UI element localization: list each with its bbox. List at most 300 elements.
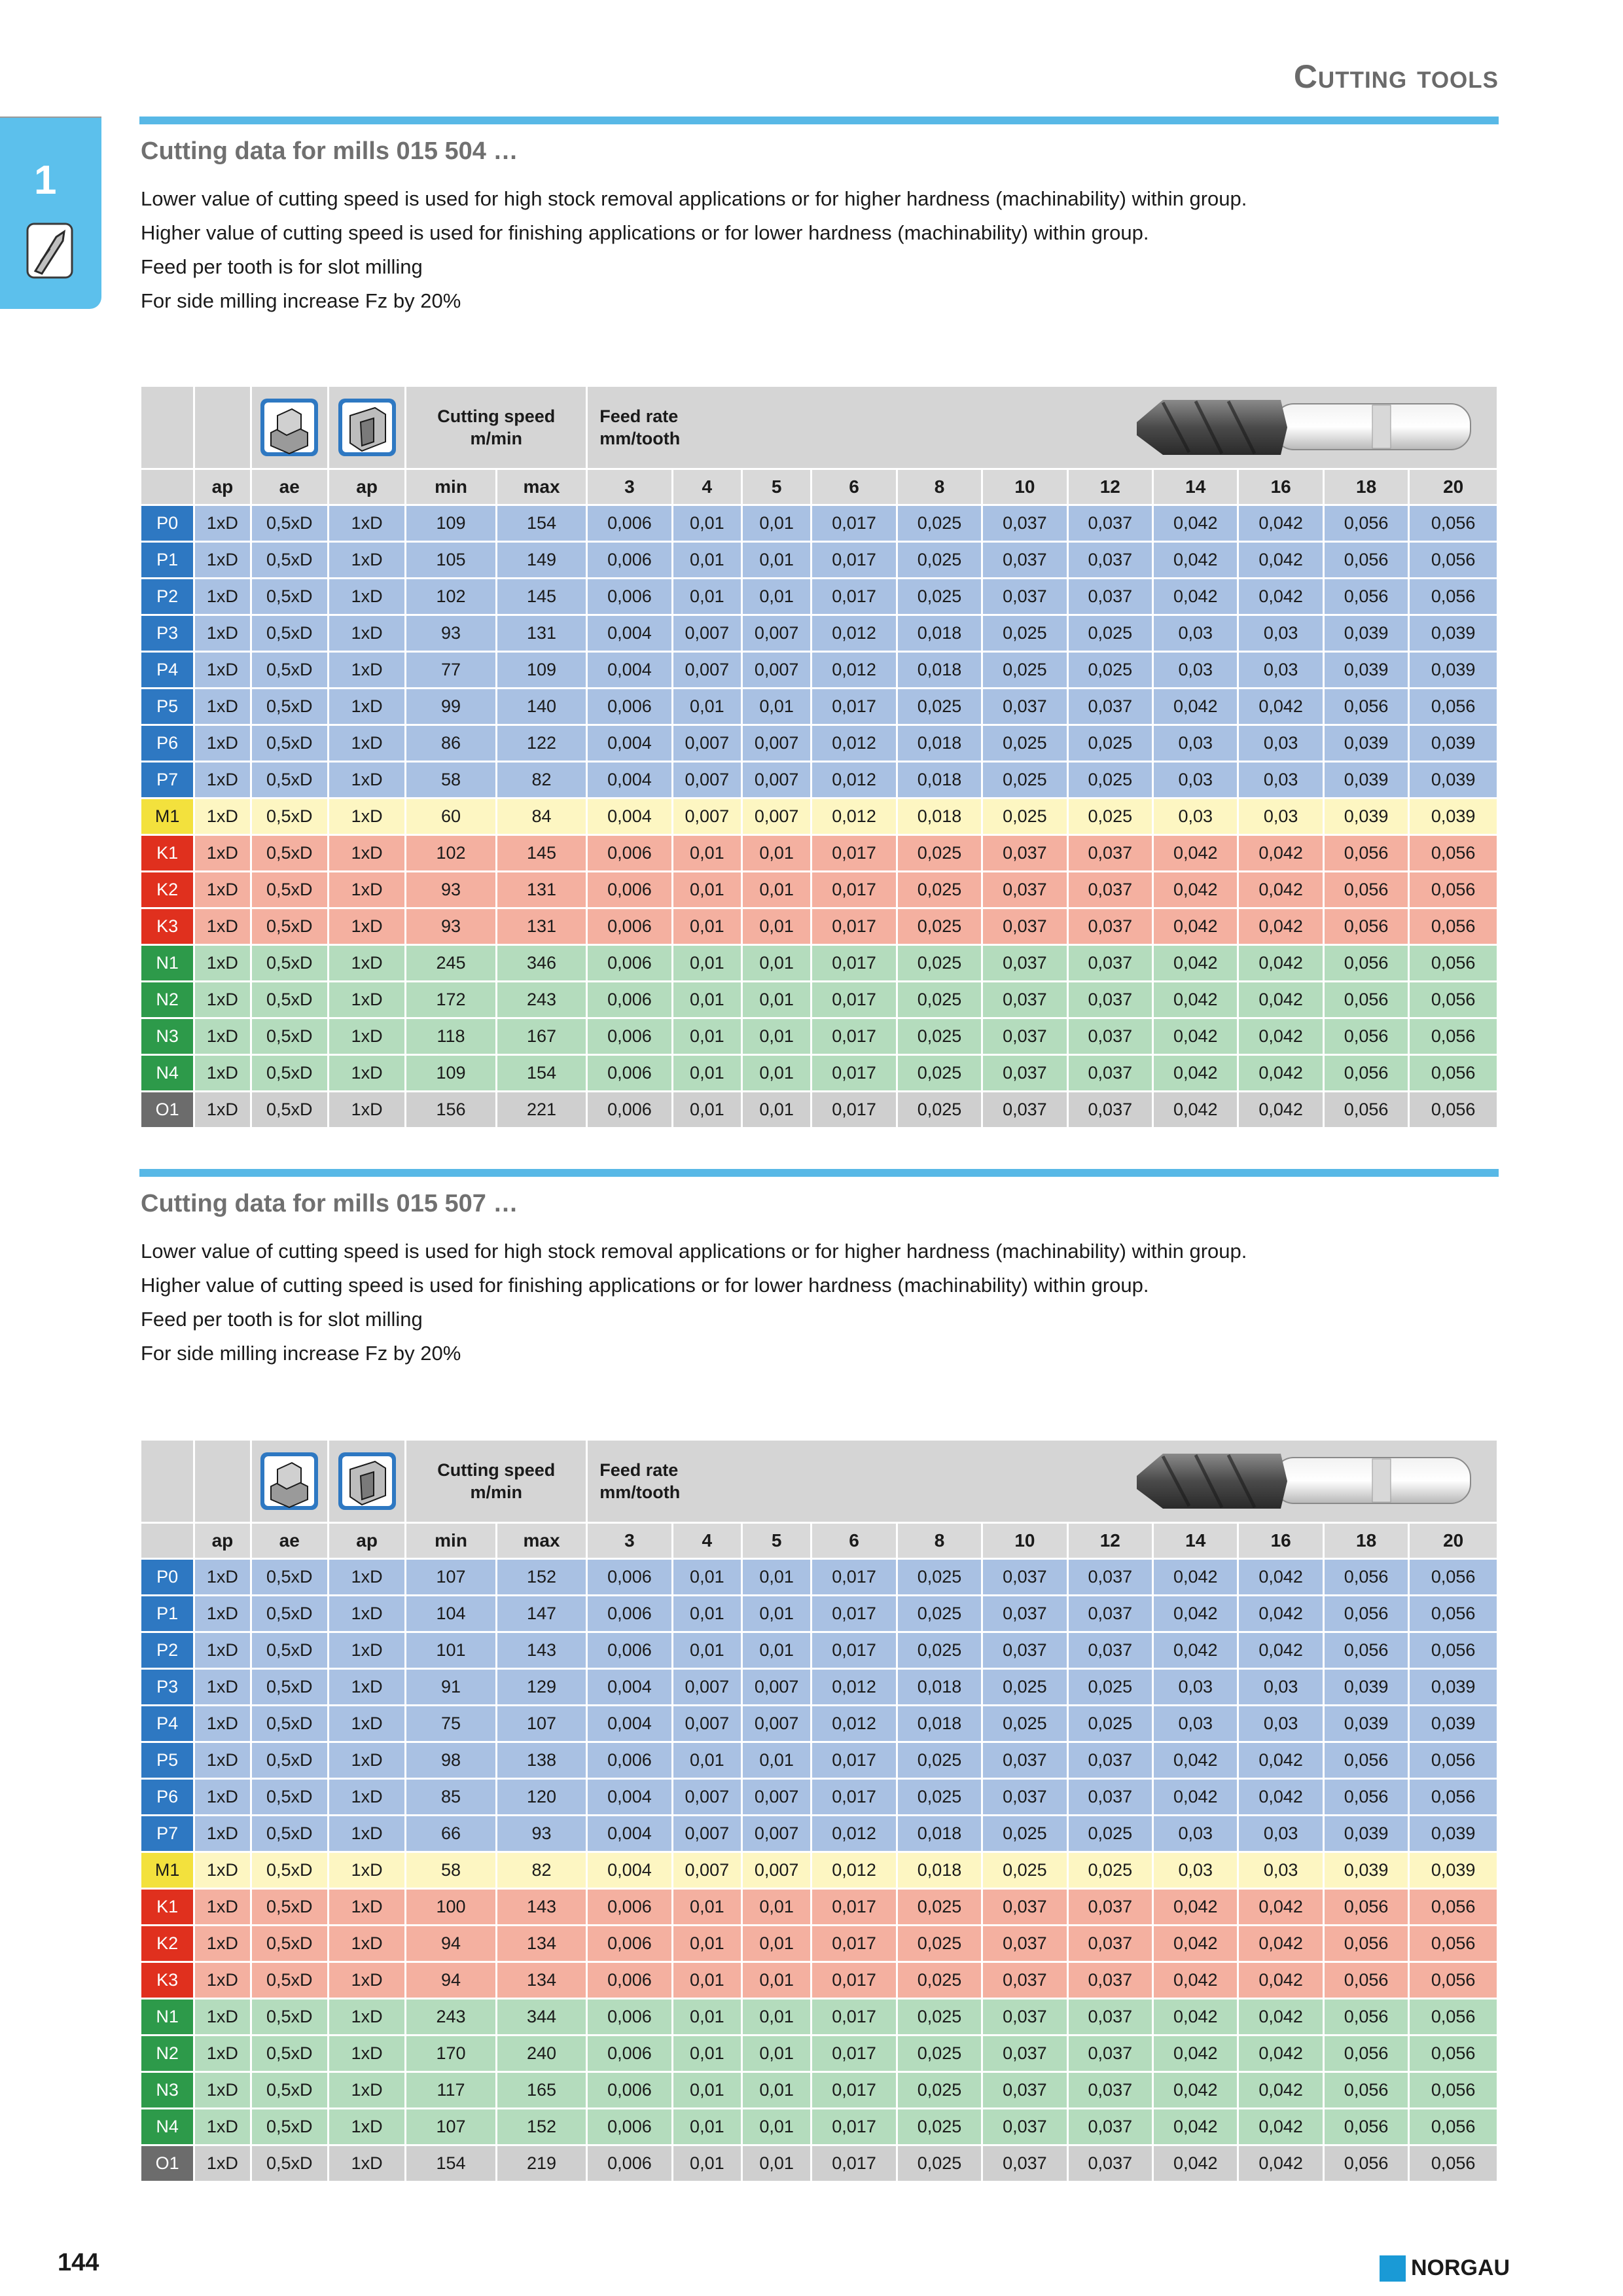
table-cell: 0,056: [1323, 2072, 1408, 2109]
table-cell: 0,017: [812, 1559, 897, 1596]
table-cell: 0,03: [1153, 615, 1238, 652]
table-row: [141, 1816, 1498, 1852]
table-cell: 0,5xD: [251, 579, 328, 615]
table-cell: 0,01: [672, 1926, 741, 1962]
material-group-cell: P2: [141, 579, 194, 615]
table-cell: 0,042: [1153, 1055, 1238, 1092]
material-group-cell: P0: [141, 505, 194, 542]
chapter-tab[interactable]: [0, 118, 101, 309]
table-cell: 0,01: [742, 2109, 812, 2145]
feed-rate-unit: mm/tooth: [599, 1482, 681, 1502]
table-cell: 93: [406, 872, 496, 908]
table-cell: 91: [406, 1669, 496, 1706]
table-cell: 0,056: [1323, 982, 1408, 1018]
column-header: 16: [1238, 1523, 1323, 1559]
table-cell: 154: [406, 2145, 496, 2182]
table-cell: 0,01: [672, 1999, 741, 2036]
table-cell: 0,056: [1323, 1742, 1408, 1779]
table-cell: 0,042: [1153, 945, 1238, 982]
table-cell: 0,01: [742, 2036, 812, 2072]
top-rule: [139, 117, 1499, 124]
table-cell: 1xD: [328, 505, 405, 542]
table-row: [141, 1962, 1498, 1999]
table-cell: 0,017: [812, 1018, 897, 1055]
table-cell: 0,037: [982, 1962, 1067, 1999]
table-cell: 0,037: [1067, 1559, 1152, 1596]
table-row: [141, 835, 1498, 872]
table-cell: 0,01: [672, 1596, 741, 1632]
table-cell: 0,037: [1067, 2036, 1152, 2072]
table-cell: 167: [496, 1018, 586, 1055]
table-cell: 0,042: [1153, 1962, 1238, 1999]
note-line: Feed per tooth is for slot milling: [141, 1308, 423, 1331]
table-cell: 0,037: [982, 1055, 1067, 1092]
table-cell: 1xD: [194, 1742, 251, 1779]
table-cell: 0,042: [1238, 542, 1323, 579]
table-cell: 0,5xD: [251, 872, 328, 908]
table-cell: 0,037: [982, 1092, 1067, 1128]
table-cell: 0,01: [742, 945, 812, 982]
table-cell: 0,01: [742, 2145, 812, 2182]
table-cell: 93: [406, 908, 496, 945]
table-cell: 0,01: [742, 1889, 812, 1926]
table-cell: 0,025: [982, 1669, 1067, 1706]
material-group-cell: N1: [141, 945, 194, 982]
table-cell: 0,037: [1067, 1889, 1152, 1926]
table-cell: 0,037: [982, 1632, 1067, 1669]
table-row: [141, 652, 1498, 689]
table-cell: 0,039: [1409, 798, 1498, 835]
table-cell: 0,025: [897, 505, 982, 542]
table-cell: 0,012: [812, 798, 897, 835]
table-cell: 0,037: [1067, 1999, 1152, 2036]
table-cell: 0,042: [1238, 1999, 1323, 2036]
table-cell: 152: [496, 1559, 586, 1596]
table-cell: 0,007: [742, 762, 812, 798]
table-cell: 0,042: [1238, 2109, 1323, 2145]
table-cell: 0,007: [672, 762, 741, 798]
table-row: [141, 2145, 1498, 2182]
table-cell: 1xD: [328, 1889, 405, 1926]
table-cell: 0,004: [587, 725, 672, 762]
table-cell: 0,025: [897, 1926, 982, 1962]
material-group-cell: N2: [141, 2036, 194, 2072]
table-cell: 0,03: [1153, 652, 1238, 689]
table-cell: 0,03: [1238, 1816, 1323, 1852]
table-cell: 0,5xD: [251, 2109, 328, 2145]
table-cell: 0,004: [587, 1669, 672, 1706]
table-cell: 0,018: [897, 652, 982, 689]
column-header: ap: [194, 1523, 251, 1559]
column-header: ae: [251, 469, 328, 505]
table-cell: 0,01: [742, 1962, 812, 1999]
table-cell: 105: [406, 542, 496, 579]
corner-cell: [141, 1440, 194, 1523]
table-cell: 1xD: [194, 872, 251, 908]
table-cell: 0,017: [812, 579, 897, 615]
material-group-cell: N1: [141, 1999, 194, 2036]
table-cell: 131: [496, 872, 586, 908]
column-header: 20: [1409, 1523, 1498, 1559]
table-cell: 82: [496, 1852, 586, 1889]
table-cell: 0,01: [672, 1018, 741, 1055]
table-row: [141, 1669, 1498, 1706]
table-cell: 0,01: [672, 872, 741, 908]
table-cell: 0,025: [982, 762, 1067, 798]
table-cell: 0,017: [812, 1596, 897, 1632]
table-cell: 1xD: [194, 1706, 251, 1742]
table-cell: 1xD: [194, 1816, 251, 1852]
table-cell: 0,01: [672, 835, 741, 872]
table-cell: 0,037: [982, 872, 1067, 908]
table-cell: 82: [496, 762, 586, 798]
table-cell: 0,037: [1067, 908, 1152, 945]
table-row: [141, 505, 1498, 542]
table-cell: 1xD: [328, 1962, 405, 1999]
table-cell: 172: [406, 982, 496, 1018]
table-cell: 0,007: [672, 652, 741, 689]
table-cell: 0,03: [1238, 1669, 1323, 1706]
table-cell: 0,025: [897, 1779, 982, 1816]
table-cell: 0,006: [587, 505, 672, 542]
table-cell: 0,01: [742, 1742, 812, 1779]
side-milling-icon-cell: [328, 386, 405, 469]
table-cell: 0,01: [672, 505, 741, 542]
table-cell: 0,5xD: [251, 1092, 328, 1128]
table-cell: 0,017: [812, 908, 897, 945]
table-cell: 0,017: [812, 1999, 897, 2036]
table-row: [141, 1018, 1498, 1055]
table-cell: 0,017: [812, 872, 897, 908]
table-cell: 1xD: [328, 2036, 405, 2072]
table-cell: 1xD: [194, 689, 251, 725]
table-cell: 0,007: [672, 725, 741, 762]
table-cell: 0,056: [1409, 908, 1498, 945]
table-cell: 0,056: [1323, 2145, 1408, 2182]
table-cell: 0,006: [587, 2109, 672, 2145]
table-cell: 1xD: [194, 652, 251, 689]
table-cell: 0,5xD: [251, 2036, 328, 2072]
table-cell: 0,042: [1238, 908, 1323, 945]
table-cell: 1xD: [194, 725, 251, 762]
column-header: max: [496, 469, 586, 505]
material-group-cell: K1: [141, 835, 194, 872]
table-cell: 0,01: [672, 1559, 741, 1596]
material-group-cell: P7: [141, 1816, 194, 1852]
table-cell: 0,01: [672, 579, 741, 615]
table-cell: 0,042: [1153, 1889, 1238, 1926]
table-cell: 0,5xD: [251, 652, 328, 689]
table-cell: 0,039: [1323, 1706, 1408, 1742]
table-cell: 1xD: [194, 2072, 251, 2109]
page-number: 144: [58, 2249, 99, 2276]
table-cell: 0,025: [1067, 725, 1152, 762]
table-cell: 0,5xD: [251, 1926, 328, 1962]
table-cell: 0,056: [1323, 1779, 1408, 1816]
table-cell: 0,025: [982, 1816, 1067, 1852]
table-cell: 0,03: [1238, 725, 1323, 762]
table-cell: 0,042: [1153, 908, 1238, 945]
table-cell: 0,017: [812, 2072, 897, 2109]
table-cell: 1xD: [328, 1742, 405, 1779]
table-cell: 154: [496, 505, 586, 542]
table-cell: 0,025: [897, 2072, 982, 2109]
table-cell: 0,056: [1409, 1018, 1498, 1055]
table-cell: 0,039: [1323, 1669, 1408, 1706]
table-cell: 0,03: [1238, 1852, 1323, 1889]
table-cell: 0,042: [1153, 1559, 1238, 1596]
table-cell: 109: [406, 505, 496, 542]
table-cell: 0,042: [1153, 2072, 1238, 2109]
table-cell: 0,025: [1067, 615, 1152, 652]
table-row: [141, 1596, 1498, 1632]
table-cell: 0,006: [587, 1055, 672, 1092]
table-cell: 0,056: [1323, 1596, 1408, 1632]
table-cell: 0,042: [1153, 1742, 1238, 1779]
table-cell: 0,039: [1323, 725, 1408, 762]
column-header: 6: [812, 469, 897, 505]
table-cell: 0,042: [1153, 505, 1238, 542]
table-cell: 0,5xD: [251, 1706, 328, 1742]
table-cell: 1xD: [328, 762, 405, 798]
table-cell: 0,01: [742, 835, 812, 872]
material-group-cell: P6: [141, 725, 194, 762]
table-cell: 152: [496, 2109, 586, 2145]
table-cell: 0,01: [742, 1999, 812, 2036]
table-cell: 0,025: [897, 542, 982, 579]
material-group-cell: N3: [141, 2072, 194, 2109]
table-cell: 0,025: [1067, 762, 1152, 798]
table-cell: 0,5xD: [251, 725, 328, 762]
cutting-speed-unit: m/min: [470, 429, 523, 448]
table-cell: 0,017: [812, 2109, 897, 2145]
table-cell: 0,004: [587, 798, 672, 835]
table-cell: 0,056: [1409, 1926, 1498, 1962]
table-cell: 0,012: [812, 1706, 897, 1742]
table-cell: 0,056: [1409, 2109, 1498, 2145]
table-cell: 0,056: [1323, 1926, 1408, 1962]
table-cell: 0,007: [742, 798, 812, 835]
table-cell: 1xD: [328, 579, 405, 615]
table-cell: 120: [496, 1779, 586, 1816]
table-cell: 0,056: [1323, 1889, 1408, 1926]
table-cell: 1xD: [328, 725, 405, 762]
table-cell: 0,5xD: [251, 2072, 328, 2109]
table-row: [141, 762, 1498, 798]
slot-milling-icon-cell: [251, 1440, 328, 1523]
table-cell: 154: [496, 1055, 586, 1092]
table-cell: 0,01: [742, 689, 812, 725]
table-cell: 0,056: [1409, 1999, 1498, 2036]
table-cell: 1xD: [328, 1559, 405, 1596]
table-row: [141, 2072, 1498, 2109]
table-cell: 1xD: [194, 982, 251, 1018]
side-milling-icon-cell: [328, 1440, 405, 1523]
table-cell: 0,039: [1323, 1852, 1408, 1889]
table-cell: 0,018: [897, 798, 982, 835]
table-cell: 0,056: [1323, 1632, 1408, 1669]
table-cell: 0,037: [982, 1596, 1067, 1632]
table-cell: 0,025: [897, 872, 982, 908]
table-row: [141, 1999, 1498, 2036]
table-cell: 0,007: [742, 1816, 812, 1852]
cutting-speed-header: [406, 386, 587, 469]
table-cell: 0,018: [897, 615, 982, 652]
table-cell: 1xD: [328, 1706, 405, 1742]
table-cell: 98: [406, 1742, 496, 1779]
table-cell: 99: [406, 689, 496, 725]
table-cell: 145: [496, 579, 586, 615]
table-cell: 0,056: [1323, 1055, 1408, 1092]
table-cell: 0,039: [1323, 1816, 1408, 1852]
table-cell: 0,007: [672, 1706, 741, 1742]
table-cell: 0,042: [1238, 579, 1323, 615]
table-cell: 0,025: [1067, 1706, 1152, 1742]
table-cell: 0,025: [982, 1852, 1067, 1889]
table-cell: 1xD: [328, 1816, 405, 1852]
table-cell: 107: [496, 1706, 586, 1742]
table-cell: 0,042: [1238, 505, 1323, 542]
table-cell: 0,056: [1323, 1962, 1408, 1999]
table-cell: 1xD: [194, 505, 251, 542]
table-cell: 0,042: [1238, 1779, 1323, 1816]
table-cell: 0,042: [1153, 542, 1238, 579]
table-cell: 0,03: [1238, 1706, 1323, 1742]
table-cell: 0,01: [742, 1018, 812, 1055]
material-group-cell: N3: [141, 1018, 194, 1055]
table-cell: 0,5xD: [251, 762, 328, 798]
table-cell: 0,056: [1409, 1055, 1498, 1092]
table-cell: 0,042: [1153, 982, 1238, 1018]
table-cell: 0,056: [1409, 1596, 1498, 1632]
table-cell: 0,056: [1323, 2036, 1408, 2072]
table-cell: 145: [496, 835, 586, 872]
table-row: [141, 615, 1498, 652]
table-cell: 0,006: [587, 872, 672, 908]
column-header: max: [496, 1523, 586, 1559]
table-cell: 0,006: [587, 1889, 672, 1926]
table-row: [141, 1779, 1498, 1816]
note-line: For side milling increase Fz by 20%: [141, 1342, 461, 1365]
table-cell: 1xD: [194, 1559, 251, 1596]
material-group-cell: N4: [141, 2109, 194, 2145]
table-cell: 0,042: [1238, 835, 1323, 872]
table-cell: 0,037: [982, 1999, 1067, 2036]
table-row: [141, 2109, 1498, 2145]
column-header: 5: [742, 469, 812, 505]
table-cell: 0,042: [1238, 945, 1323, 982]
table-cell: 0,042: [1153, 1632, 1238, 1669]
table-cell: 0,006: [587, 579, 672, 615]
table-cell: 0,039: [1409, 652, 1498, 689]
table-cell: 0,025: [897, 1596, 982, 1632]
material-group-cell: P5: [141, 689, 194, 725]
table-cell: 0,017: [812, 982, 897, 1018]
table-cell: 0,042: [1153, 835, 1238, 872]
table-cell: 0,004: [587, 615, 672, 652]
table-cell: 0,025: [897, 2145, 982, 2182]
table-cell: 0,03: [1153, 725, 1238, 762]
column-header: 10: [982, 469, 1067, 505]
table-row: [141, 1852, 1498, 1889]
table-cell: 0,056: [1323, 872, 1408, 908]
table-cell: 0,018: [897, 1816, 982, 1852]
table-cell: 1xD: [328, 798, 405, 835]
table-cell: 0,037: [982, 542, 1067, 579]
column-header: 6: [812, 1523, 897, 1559]
table-cell: 1xD: [194, 1596, 251, 1632]
table-cell: 0,025: [897, 908, 982, 945]
table-cell: 0,5xD: [251, 1055, 328, 1092]
table-cell: 85: [406, 1779, 496, 1816]
column-header: 12: [1067, 1523, 1152, 1559]
table-cell: 100: [406, 1889, 496, 1926]
table-cell: 0,017: [812, 2145, 897, 2182]
table-cell: 0,017: [812, 1055, 897, 1092]
table-cell: 1xD: [194, 2145, 251, 2182]
table-cell: 0,025: [897, 689, 982, 725]
table-cell: 0,037: [982, 1779, 1067, 1816]
table-cell: 0,006: [587, 1999, 672, 2036]
note-line: For side milling increase Fz by 20%: [141, 289, 461, 312]
table-cell: 1xD: [194, 1092, 251, 1128]
table-cell: 94: [406, 1962, 496, 1999]
material-group-cell: O1: [141, 2145, 194, 2182]
table-cell: 0,004: [587, 1779, 672, 1816]
column-header: 4: [672, 469, 741, 505]
table-cell: 1xD: [194, 945, 251, 982]
table-cell: 94: [406, 1926, 496, 1962]
table-cell: 0,01: [742, 1559, 812, 1596]
table-cell: 0,042: [1153, 1596, 1238, 1632]
table-cell: 0,007: [672, 1852, 741, 1889]
table-cell: 102: [406, 835, 496, 872]
material-group-cell: N2: [141, 982, 194, 1018]
table-cell: 0,056: [1323, 908, 1408, 945]
table-cell: 0,01: [672, 1055, 741, 1092]
table-cell: 0,056: [1409, 1632, 1498, 1669]
table-cell: 0,025: [897, 1889, 982, 1926]
table-cell: 0,006: [587, 2145, 672, 2182]
table-cell: 0,017: [812, 2036, 897, 2072]
table-row: [141, 908, 1498, 945]
table-cell: 0,037: [1067, 2109, 1152, 2145]
section-title: Cutting data for mills 015 504 …: [141, 137, 518, 165]
table-cell: 0,004: [587, 1706, 672, 1742]
column-header: 4: [672, 1523, 741, 1559]
table-cell: 1xD: [328, 615, 405, 652]
table-cell: 0,042: [1238, 1018, 1323, 1055]
note-line: Feed per tooth is for slot milling: [141, 255, 423, 278]
table-cell: 93: [496, 1816, 586, 1852]
table-row: [141, 1559, 1498, 1596]
page-header-title: Cutting tools: [1293, 58, 1499, 95]
table-cell: 0,012: [812, 1669, 897, 1706]
table-cell: 0,056: [1409, 2072, 1498, 2109]
table-cell: 0,5xD: [251, 542, 328, 579]
table-cell: 0,042: [1238, 1742, 1323, 1779]
table-cell: 147: [496, 1596, 586, 1632]
table-cell: 0,042: [1153, 689, 1238, 725]
table-cell: 0,03: [1238, 615, 1323, 652]
table-cell: 0,5xD: [251, 689, 328, 725]
table-cell: 0,006: [587, 1092, 672, 1128]
table-cell: 1xD: [194, 579, 251, 615]
table-cell: 0,037: [982, 2072, 1067, 2109]
table-cell: 0,012: [812, 652, 897, 689]
table-cell: 0,042: [1153, 1092, 1238, 1128]
table-cell: 0,025: [897, 1055, 982, 1092]
